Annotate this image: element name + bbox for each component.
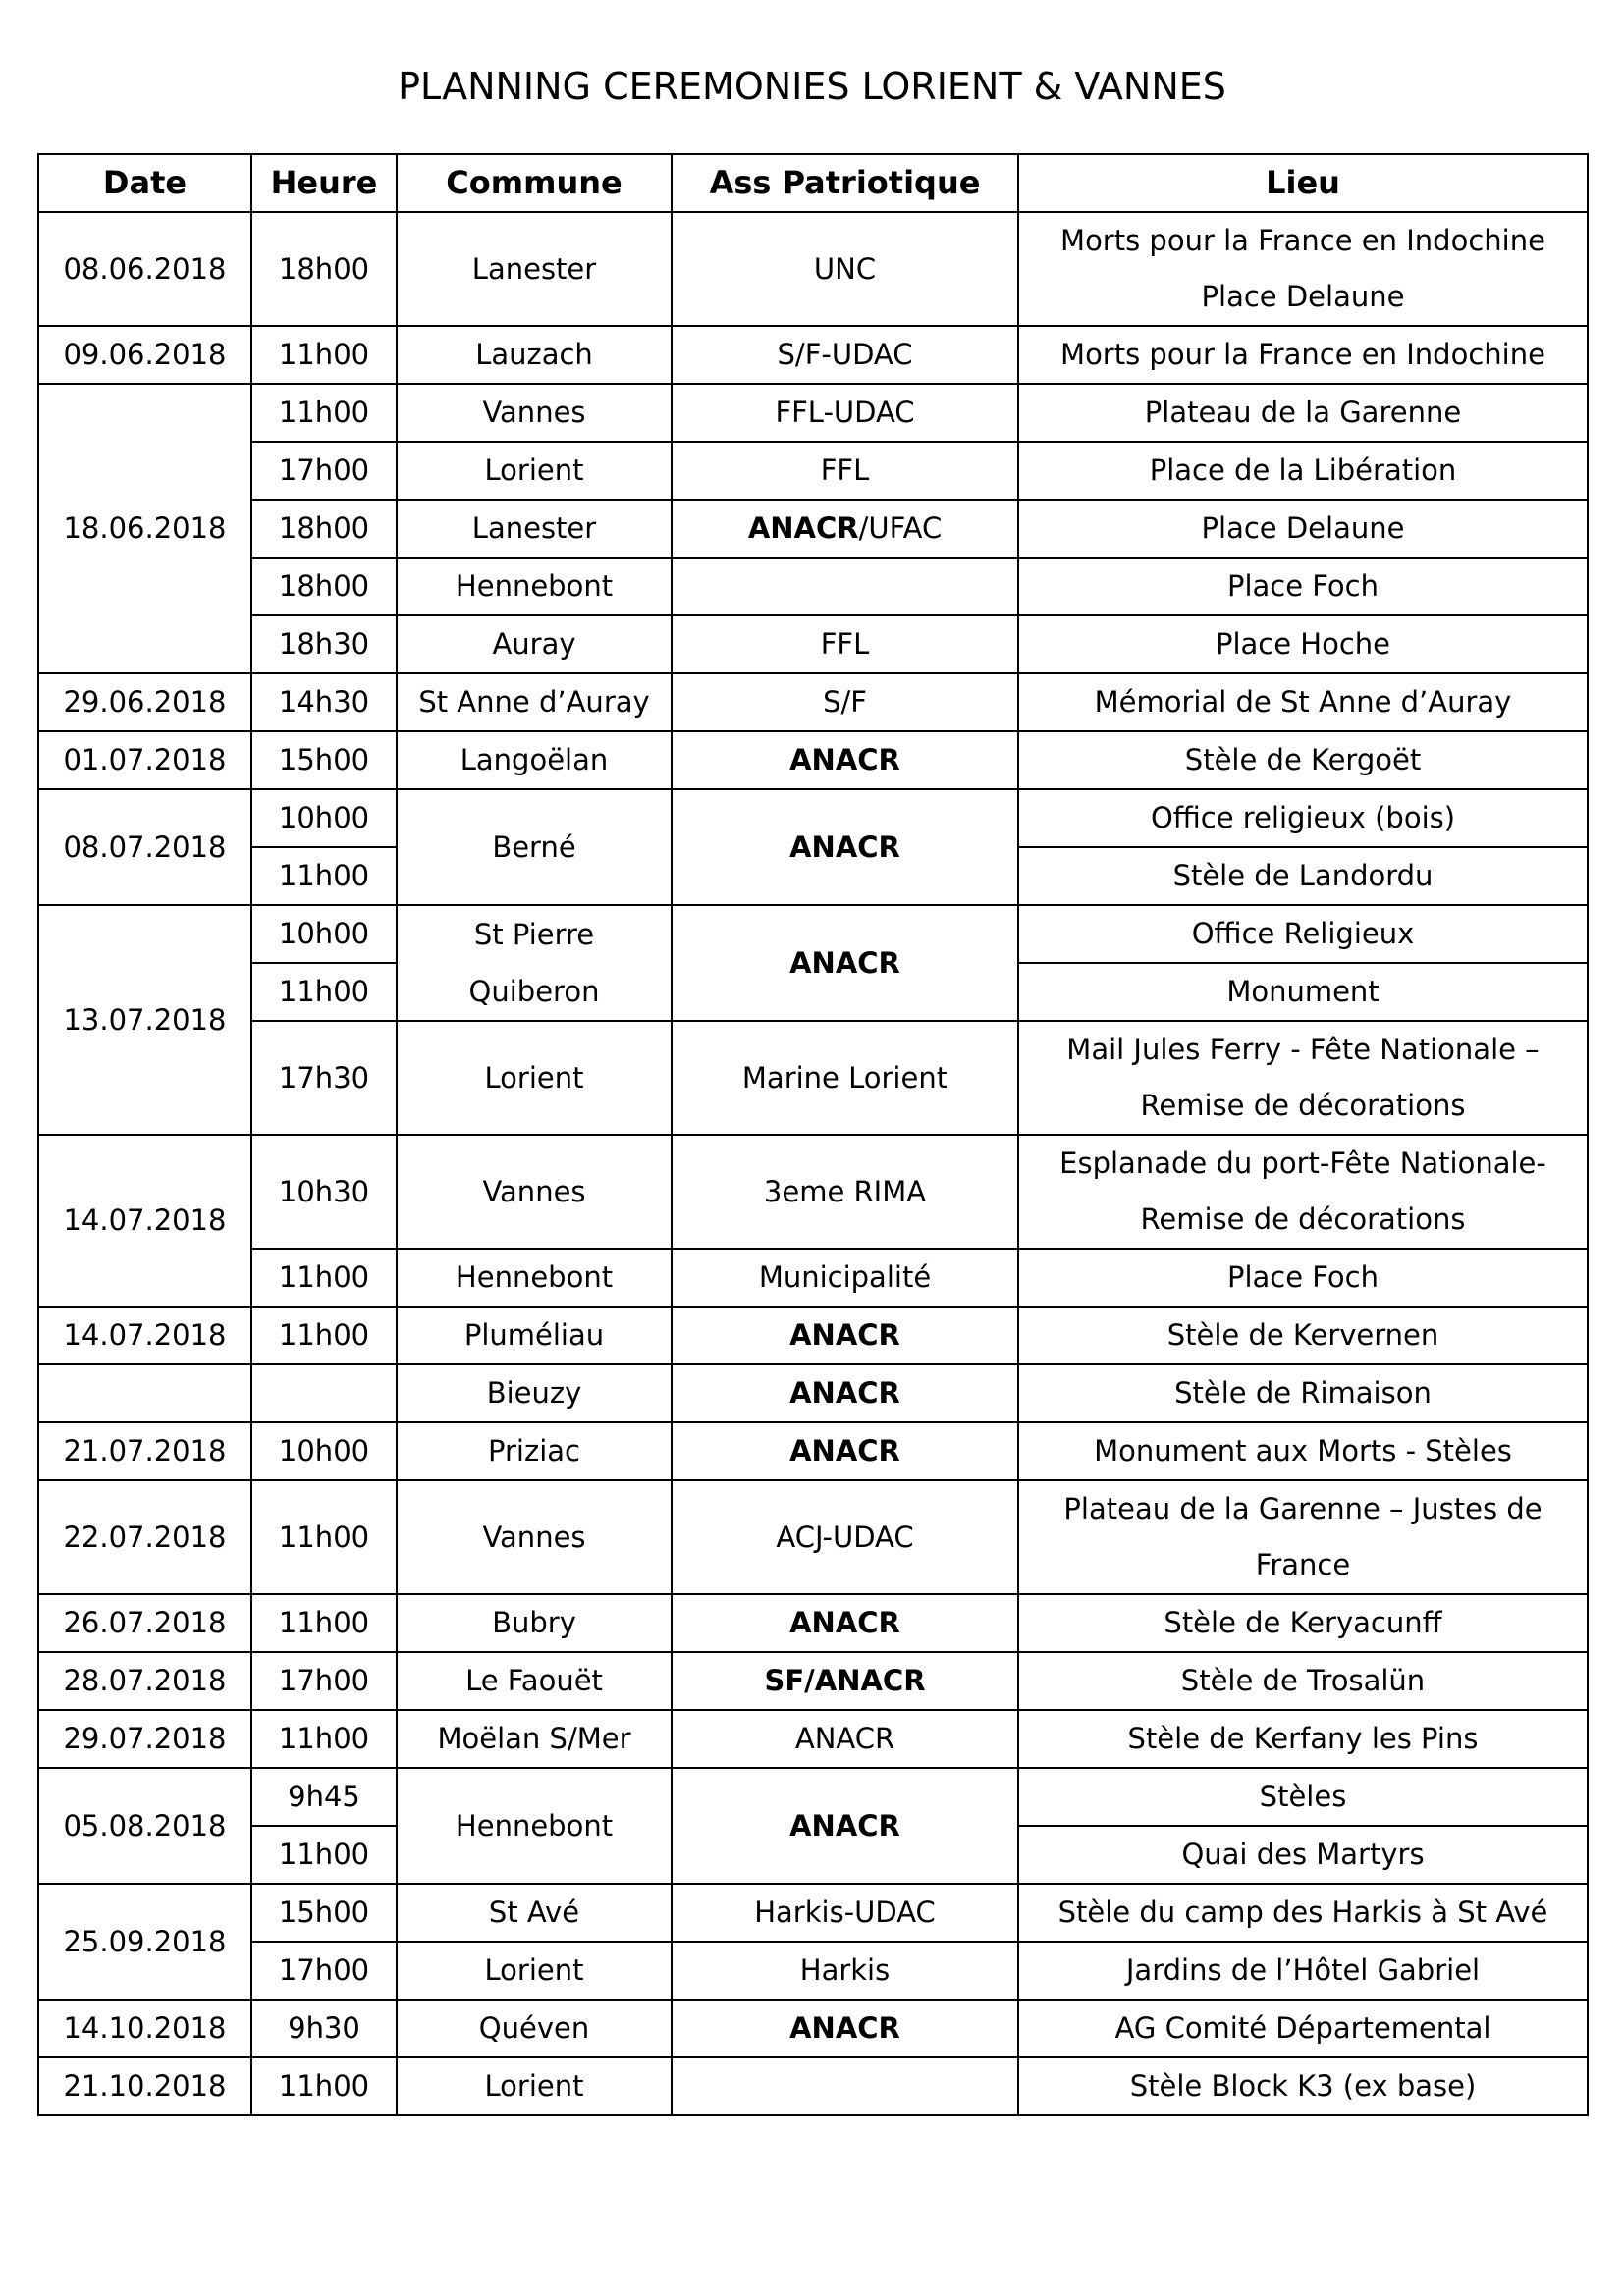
ass-cell: S/F-UDAC: [672, 326, 1018, 384]
lieu-cell: Mémorial de St Anne d’Auray: [1018, 673, 1588, 731]
commune-cell: Moëlan S/Mer: [397, 1710, 672, 1768]
table-row: [38, 558, 1588, 615]
table-row: [38, 500, 1588, 558]
lieu-cell: [1018, 1021, 1588, 1135]
lieu-cell: Quai des Martyrs: [1018, 1826, 1588, 1884]
ass-cell: ANACR: [672, 1594, 1018, 1652]
date-cell: 01.07.2018: [38, 731, 251, 789]
commune-cell: Quéven: [397, 2000, 672, 2057]
heure-cell: 17h00: [251, 1942, 397, 2000]
lieu-cell: Stèle de Trosalün: [1018, 1652, 1588, 1710]
table-row: [38, 1594, 1588, 1652]
table-row: [38, 2057, 1588, 2115]
commune-cell: Hennebont: [397, 558, 672, 615]
table-row: [38, 1942, 1588, 2000]
date-cell: 29.06.2018: [38, 673, 251, 731]
lieu-line: Mail Jules Ferry - Fête Nationale –: [1066, 1033, 1540, 1066]
commune-cell: Vannes: [397, 1480, 672, 1594]
ass-cell: FFL: [672, 615, 1018, 673]
lieu-cell: Stèle de Landordu: [1018, 847, 1588, 905]
heure-cell: 11h00: [251, 326, 397, 384]
ass-cell: Harkis: [672, 1942, 1018, 2000]
table-row: [38, 731, 1588, 789]
commune-cell: Lorient: [397, 2057, 672, 2115]
ass-cell: ANACR: [672, 1768, 1018, 1884]
table-row: [38, 789, 1588, 847]
ass-cell: UNC: [672, 212, 1018, 326]
lieu-cell: Stèle de Kergoët: [1018, 731, 1588, 789]
table-row: [38, 2000, 1588, 2057]
ass-cell: FFL: [672, 442, 1018, 500]
lieu-cell: Stèle de Keryacunff: [1018, 1594, 1588, 1652]
lieu-cell: Place Foch: [1018, 558, 1588, 615]
heure-cell: 11h00: [251, 1480, 397, 1594]
commune-cell: St Pierre: [397, 905, 672, 963]
heure-cell: 11h00: [251, 1307, 397, 1364]
lieu-line: Place Delaune: [1201, 280, 1405, 313]
date-cell: 18.06.2018: [38, 384, 251, 673]
heure-cell: 11h00: [251, 1710, 397, 1768]
lieu-cell: Jardins de l’Hôtel Gabriel: [1018, 1942, 1588, 2000]
table-row: [38, 1480, 1588, 1594]
ass-cell: ANACR: [672, 1307, 1018, 1364]
column-header-commune: Commune: [397, 154, 672, 212]
ass-cell: ANACR: [672, 1710, 1018, 1768]
heure-cell: 17h00: [251, 1652, 397, 1710]
date-cell: 22.07.2018: [38, 1480, 251, 1594]
table-row: [38, 905, 1588, 963]
date-cell: 21.07.2018: [38, 1422, 251, 1480]
ass-cell: [672, 2057, 1018, 2115]
ass-cell: Harkis-UDAC: [672, 1884, 1018, 1942]
ass-text: /UFAC: [858, 511, 943, 545]
ass-bold-text: ANACR: [747, 511, 859, 545]
heure-cell: 18h00: [251, 558, 397, 615]
lieu-line: Remise de décorations: [1140, 1202, 1466, 1236]
date-cell: 05.08.2018: [38, 1768, 251, 1884]
commune-cell: Bubry: [397, 1594, 672, 1652]
ceremony-schedule-table: [37, 153, 1589, 2116]
commune-cell: Hennebont: [397, 1768, 672, 1884]
heure-cell: 18h30: [251, 615, 397, 673]
lieu-line: France: [1255, 1548, 1351, 1581]
lieu-cell: Stèle de Kervernen: [1018, 1307, 1588, 1364]
date-cell: 28.07.2018: [38, 1652, 251, 1710]
ass-cell: S/F: [672, 673, 1018, 731]
date-cell: 29.07.2018: [38, 1710, 251, 1768]
commune-cell: Lanester: [397, 212, 672, 326]
ass-cell: ANACR: [672, 2000, 1018, 2057]
lieu-line: Plateau de la Garenne – Justes de: [1063, 1492, 1543, 1525]
heure-cell: 11h00: [251, 1594, 397, 1652]
table-row: [38, 1135, 1588, 1249]
ass-bold-text: ANACR: [814, 1664, 926, 1697]
lieu-cell: [1018, 1135, 1588, 1249]
ass-cell: [672, 1652, 1018, 1710]
commune-cell: Lorient: [397, 1942, 672, 2000]
table-row: [38, 1884, 1588, 1942]
heure-cell: 10h30: [251, 1135, 397, 1249]
ass-cell: Municipalité: [672, 1249, 1018, 1307]
column-header-ass-patriotique: Ass Patriotique: [672, 154, 1018, 212]
table-row: [38, 1021, 1588, 1135]
date-cell: [38, 1364, 251, 1422]
column-header-date: Date: [38, 154, 251, 212]
heure-cell: 9h30: [251, 2000, 397, 2057]
commune-cell: Vannes: [397, 384, 672, 442]
date-cell: 13.07.2018: [38, 905, 251, 1135]
commune-cell: Quiberon: [397, 963, 672, 1021]
ass-bold-text: SF/: [764, 1664, 815, 1697]
page-title: PLANNING CEREMONIES LORIENT & VANNES: [398, 65, 1226, 108]
ass-cell: FFL-UDAC: [672, 384, 1018, 442]
lieu-cell: Stèle Block K3 (ex base): [1018, 2057, 1588, 2115]
heure-cell: 11h00: [251, 384, 397, 442]
table-row: [38, 1768, 1588, 1826]
lieu-cell: Place Delaune: [1018, 500, 1588, 558]
date-cell: 09.06.2018: [38, 326, 251, 384]
table-row: [38, 212, 1588, 326]
commune-cell: St Anne d’Auray: [397, 673, 672, 731]
heure-cell: 11h00: [251, 1249, 397, 1307]
heure-cell: 11h00: [251, 2057, 397, 2115]
lieu-cell: Stèles: [1018, 1768, 1588, 1826]
heure-cell: 17h00: [251, 442, 397, 500]
date-cell: 21.10.2018: [38, 2057, 251, 2115]
heure-cell: 18h00: [251, 212, 397, 326]
table-row: [38, 1652, 1588, 1710]
column-header-heure: Heure: [251, 154, 397, 212]
table-row: [38, 673, 1588, 731]
ass-cell: ANACR: [672, 905, 1018, 1021]
table-row: [38, 615, 1588, 673]
date-cell: 26.07.2018: [38, 1594, 251, 1652]
commune-cell: Lauzach: [397, 326, 672, 384]
lieu-cell: Stèle de Rimaison: [1018, 1364, 1588, 1422]
lieu-cell: AG Comité Départemental: [1018, 2000, 1588, 2057]
date-cell: 08.06.2018: [38, 212, 251, 326]
lieu-cell: Place Hoche: [1018, 615, 1588, 673]
table-row: [38, 1307, 1588, 1364]
commune-cell: Auray: [397, 615, 672, 673]
table-row: [38, 326, 1588, 384]
lieu-cell: Place de la Libération: [1018, 442, 1588, 500]
lieu-line: Remise de décorations: [1140, 1089, 1466, 1122]
lieu-cell: Monument aux Morts - Stèles: [1018, 1422, 1588, 1480]
lieu-line: Esplanade du port-Fête Nationale-: [1059, 1147, 1546, 1180]
heure-cell: 18h00: [251, 500, 397, 558]
commune-cell: Le Faouët: [397, 1652, 672, 1710]
ass-cell: ANACR: [672, 789, 1018, 905]
date-cell: 14.07.2018: [38, 1135, 251, 1307]
lieu-line: Morts pour la France en Indochine: [1060, 224, 1545, 257]
commune-cell: Bieuzy: [397, 1364, 672, 1422]
heure-cell: 11h00: [251, 963, 397, 1021]
table-row: [38, 1249, 1588, 1307]
commune-cell: Pluméliau: [397, 1307, 672, 1364]
ass-cell: ANACR: [672, 1422, 1018, 1480]
ass-cell: Marine Lorient: [672, 1021, 1018, 1135]
heure-cell: [251, 1364, 397, 1422]
table-row: [38, 1364, 1588, 1422]
commune-cell: Vannes: [397, 1135, 672, 1249]
commune-cell: Lanester: [397, 500, 672, 558]
heure-cell: 9h45: [251, 1768, 397, 1826]
lieu-cell: Office religieux (bois): [1018, 789, 1588, 847]
ass-cell: [672, 500, 1018, 558]
commune-cell: Berné: [397, 789, 672, 905]
heure-cell: 15h00: [251, 731, 397, 789]
heure-cell: 11h00: [251, 847, 397, 905]
heure-cell: 14h30: [251, 673, 397, 731]
ass-cell: ANACR: [672, 731, 1018, 789]
table-row: [38, 1710, 1588, 1768]
lieu-cell: [1018, 1480, 1588, 1594]
commune-cell: Lorient: [397, 1021, 672, 1135]
commune-cell: Langoëlan: [397, 731, 672, 789]
lieu-cell: Monument: [1018, 963, 1588, 1021]
lieu-cell: Morts pour la France en Indochine: [1018, 326, 1588, 384]
commune-cell: Hennebont: [397, 1249, 672, 1307]
heure-cell: 11h00: [251, 1826, 397, 1884]
lieu-cell: Plateau de la Garenne: [1018, 384, 1588, 442]
heure-cell: 17h30: [251, 1021, 397, 1135]
commune-cell: Lorient: [397, 442, 672, 500]
heure-cell: 15h00: [251, 1884, 397, 1942]
lieu-cell: Office Religieux: [1018, 905, 1588, 963]
heure-cell: 10h00: [251, 1422, 397, 1480]
date-cell: 25.09.2018: [38, 1884, 251, 2000]
table-row: [38, 442, 1588, 500]
date-cell: 08.07.2018: [38, 789, 251, 905]
heure-cell: 10h00: [251, 789, 397, 847]
lieu-cell: [1018, 212, 1588, 326]
ass-cell: 3eme RIMA: [672, 1135, 1018, 1249]
lieu-cell: Place Foch: [1018, 1249, 1588, 1307]
commune-cell: Priziac: [397, 1422, 672, 1480]
lieu-cell: Stèle de Kerfany les Pins: [1018, 1710, 1588, 1768]
ass-cell: [672, 558, 1018, 615]
commune-cell: St Avé: [397, 1884, 672, 1942]
date-cell: 14.10.2018: [38, 2000, 251, 2057]
heure-cell: 10h00: [251, 905, 397, 963]
lieu-cell: Stèle du camp des Harkis à St Avé: [1018, 1884, 1588, 1942]
table-row: [38, 384, 1588, 442]
ass-cell: ANACR: [672, 1364, 1018, 1422]
ass-cell: ACJ-UDAC: [672, 1480, 1018, 1594]
table-header-row: [38, 154, 1588, 212]
date-cell: 14.07.2018: [38, 1307, 251, 1364]
column-header-lieu: Lieu: [1018, 154, 1588, 212]
table-row: [38, 1422, 1588, 1480]
